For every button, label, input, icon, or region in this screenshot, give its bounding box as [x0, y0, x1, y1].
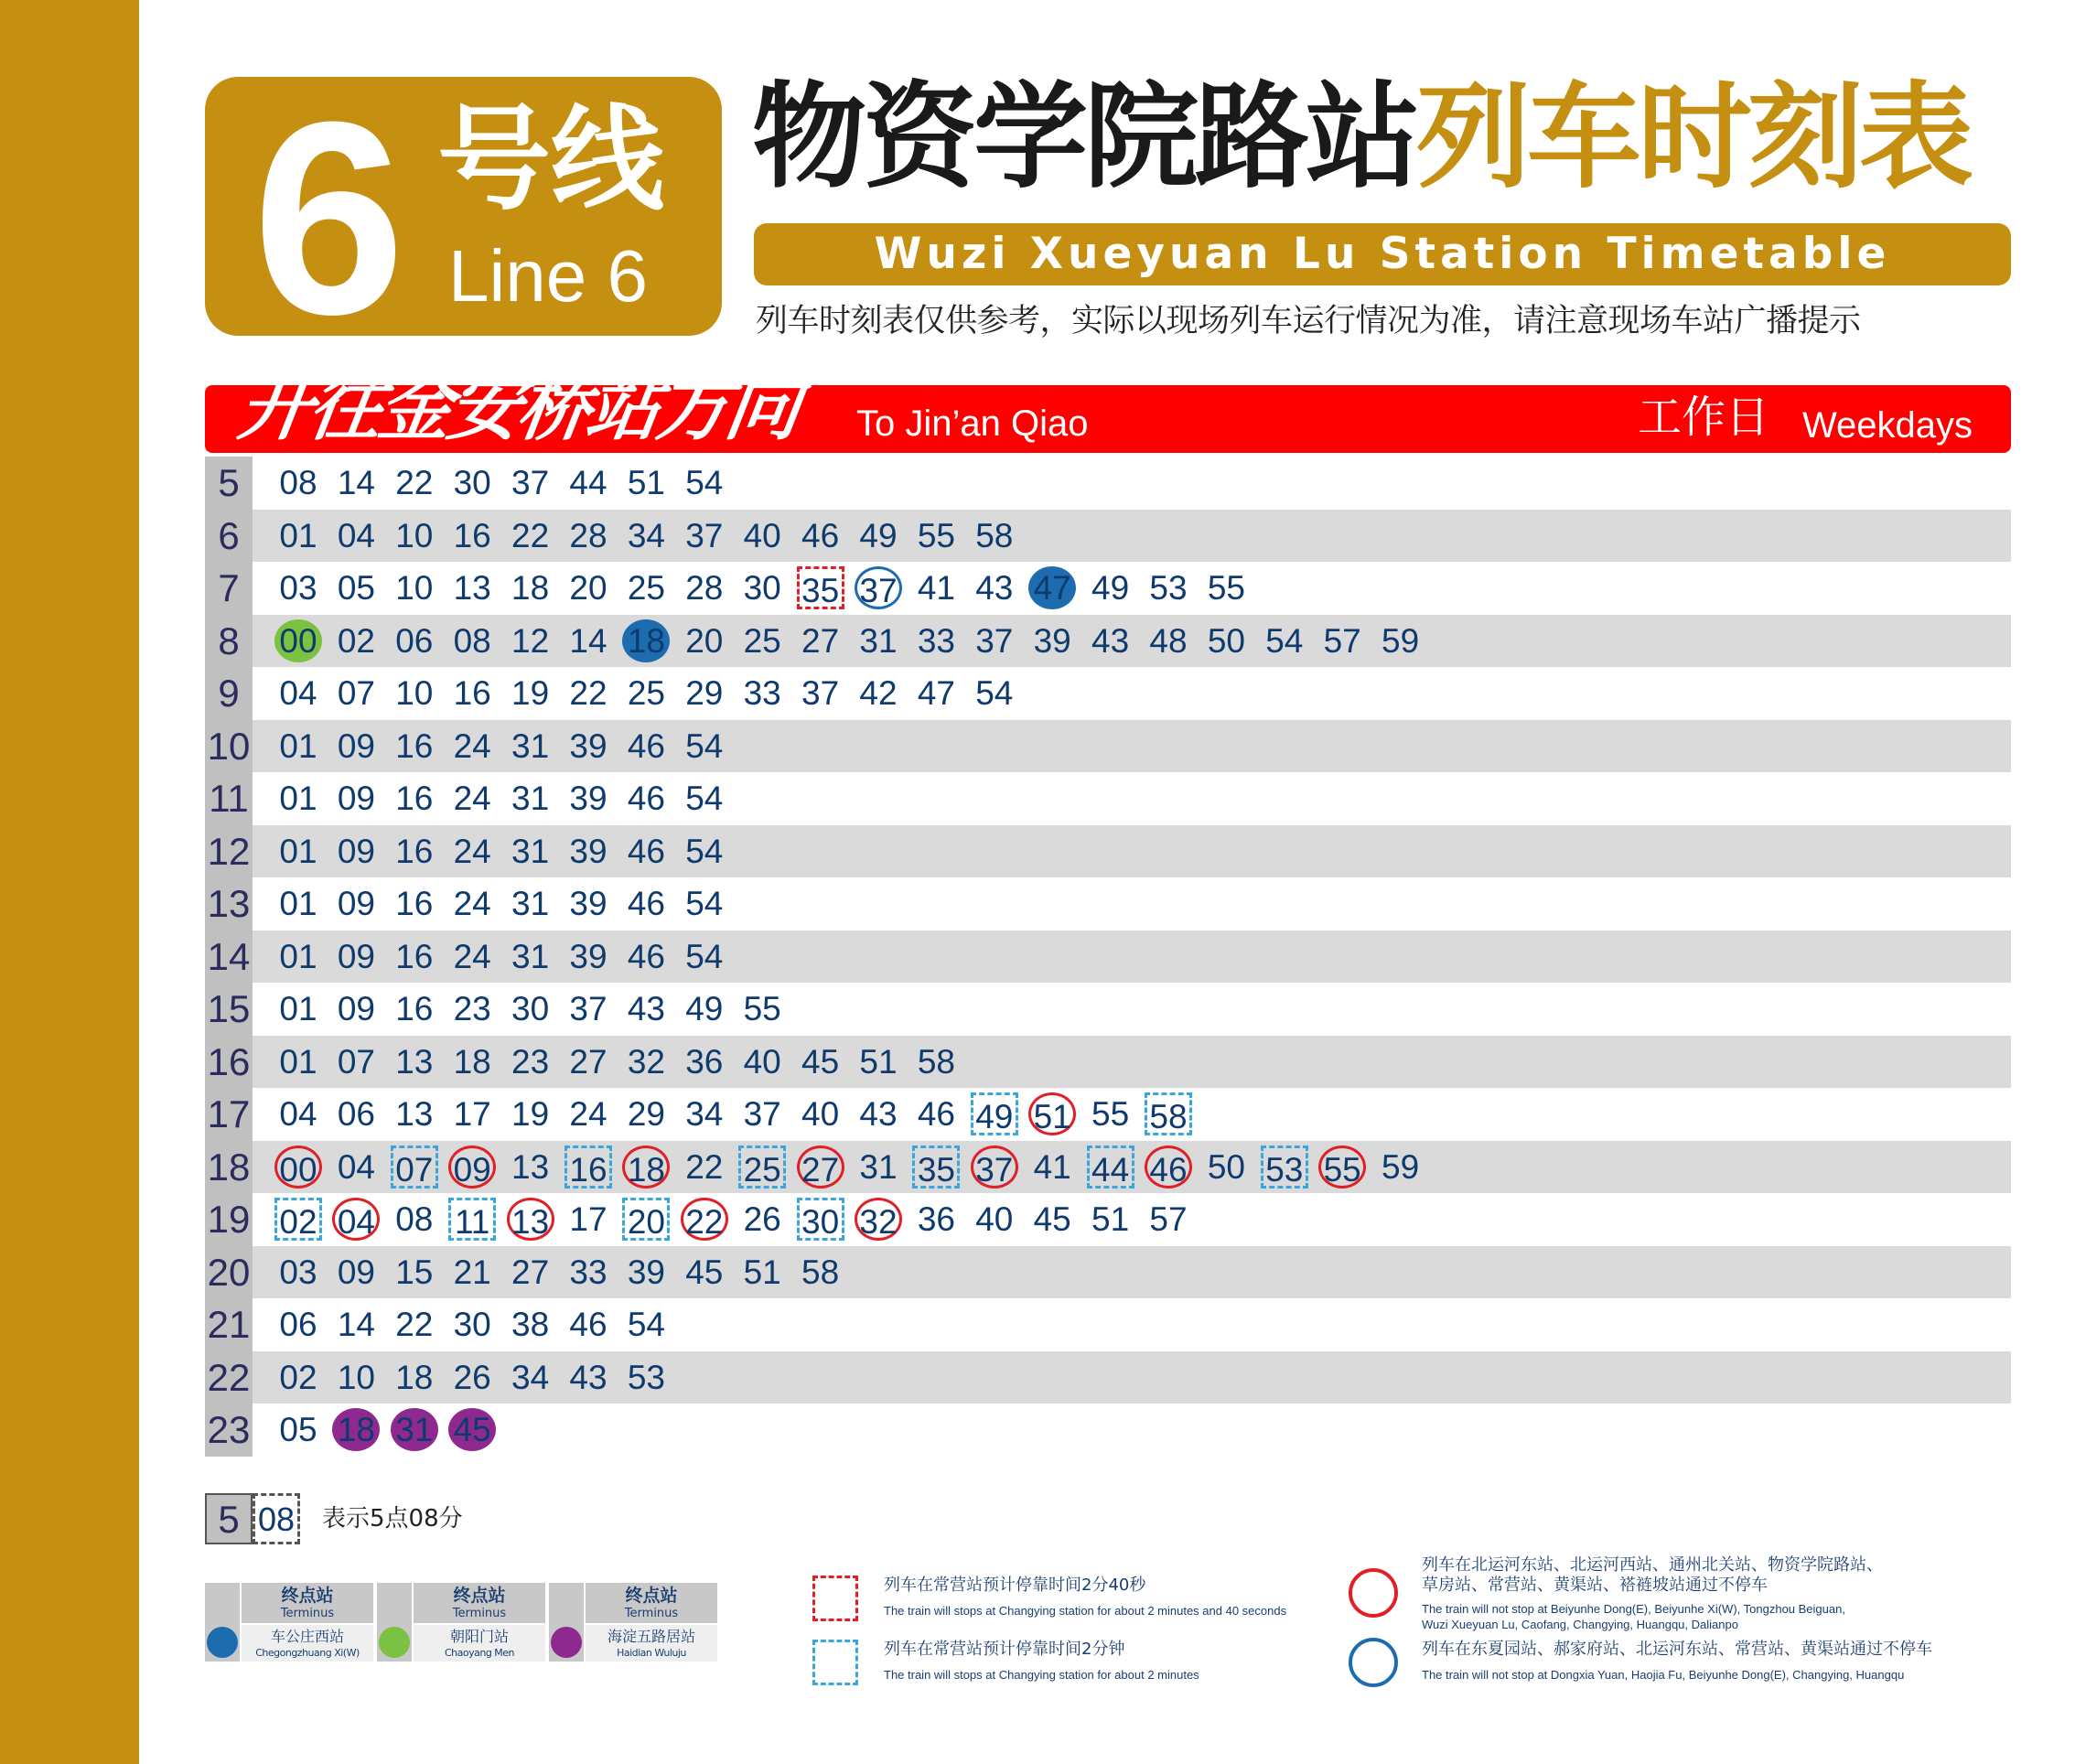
timetable-row	[205, 615, 2011, 668]
departure-minute: 46	[627, 885, 665, 922]
departure-minute: 16	[395, 726, 434, 765]
departure-minute: 13	[507, 1198, 554, 1241]
departure-minute: 07	[337, 674, 375, 712]
day-type-cn: 工作日	[1638, 392, 1770, 443]
departure-minute: 13	[453, 569, 491, 607]
departure-minute: 31	[511, 937, 550, 975]
hour-label: 23	[205, 1404, 253, 1457]
departure-minute: 45	[801, 1042, 840, 1081]
departure-minute: 53	[1261, 1146, 1308, 1189]
departure-minute: 34	[627, 516, 665, 554]
departure-minute: 05	[279, 1411, 317, 1448]
departure-minute: 18	[622, 1146, 670, 1189]
departure-minute: 20	[685, 621, 724, 660]
departure-minute: 47	[1028, 566, 1076, 609]
departure-minute: 35	[797, 566, 844, 609]
departure-minute: 40	[975, 1200, 1014, 1238]
terminus-blue-dot-icon	[207, 1627, 238, 1658]
departure-minute: 30	[743, 569, 781, 607]
departure-minute: 02	[279, 1358, 317, 1396]
legend-red-box-cn: 列车在常营站预计停靠时间2分40秒	[884, 1576, 1146, 1595]
departure-minute: 10	[395, 516, 434, 554]
departure-minute: 15	[395, 1253, 434, 1291]
departure-minute: 14	[337, 464, 375, 501]
departure-minute: 32	[627, 1042, 665, 1081]
departure-minute: 04	[332, 1198, 380, 1241]
departure-minute: 25	[743, 621, 781, 660]
departure-minute: 06	[395, 621, 434, 660]
hour-label: 17	[205, 1088, 253, 1141]
departure-minute: 16	[395, 937, 434, 975]
departure-minute: 13	[395, 1095, 434, 1133]
departure-minute: 37	[801, 674, 840, 712]
departure-minute: 31	[511, 726, 550, 765]
terminus-head: 终点站 Terminus	[586, 1583, 717, 1623]
departure-minute: 09	[337, 726, 375, 765]
departure-minute: 45	[448, 1408, 496, 1451]
timetable-row	[205, 457, 2011, 510]
departure-minute: 55	[743, 990, 781, 1027]
departure-minute: 16	[453, 516, 491, 554]
departure-minute: 33	[917, 621, 955, 660]
departure-minute: 27	[801, 621, 840, 660]
hour-label: 20	[205, 1246, 253, 1299]
departure-minute: 32	[855, 1198, 902, 1241]
departure-minute: 22	[681, 1198, 728, 1241]
departure-minute: 39	[569, 780, 607, 817]
legend-red-ring-cn-1: 列车在北运河东站、北运河西站、通州北关站、物资学院路站、	[1422, 1555, 1883, 1575]
red-ring-icon	[1349, 1568, 1398, 1618]
departure-minute: 04	[279, 674, 317, 712]
departure-minute: 38	[511, 1306, 550, 1343]
departure-minute: 57	[1323, 621, 1361, 660]
departure-minute: 01	[279, 937, 317, 975]
departure-minute: 37	[569, 990, 607, 1027]
departure-minute: 25	[738, 1146, 786, 1189]
departure-minute: 29	[685, 674, 724, 712]
departure-minute: 22	[569, 674, 607, 712]
departure-minute: 16	[395, 885, 434, 922]
departure-minute: 18	[453, 1042, 491, 1081]
departure-minute: 09	[337, 780, 375, 817]
departure-minute: 58	[975, 516, 1014, 554]
hour-label: 21	[205, 1298, 253, 1351]
hour-label: 13	[205, 877, 253, 930]
terminus-head: 终点站 Terminus	[242, 1583, 373, 1623]
departure-minute: 34	[685, 1095, 724, 1133]
departure-minute: 01	[279, 1042, 317, 1081]
departure-minute: 30	[453, 1306, 491, 1343]
departure-minute: 04	[337, 1147, 375, 1186]
departure-minute: 40	[801, 1095, 840, 1133]
terminus-station: 朝阳门站 Chaoyang Men	[414, 1625, 545, 1662]
day-type-en: Weekdays	[1802, 405, 1973, 446]
departure-minute: 26	[743, 1200, 781, 1238]
departure-minute: 51	[743, 1253, 781, 1291]
departure-minute: 51	[1028, 1092, 1076, 1135]
hour-label: 14	[205, 930, 253, 984]
departure-minute: 01	[279, 832, 317, 870]
departure-minute: 58	[1145, 1092, 1192, 1135]
station-name: 物资学院路站	[752, 71, 1416, 204]
departure-minute: 39	[1033, 621, 1071, 660]
departure-minute: 43	[627, 990, 665, 1027]
departure-minute: 04	[337, 516, 375, 554]
terminus-head: 终点站 Terminus	[414, 1583, 545, 1623]
departure-minute: 37	[975, 621, 1014, 660]
notice-text: 列车时刻表仅供参考，实际以现场列车运行情况为准，请注意现场车站广播提示	[756, 303, 1861, 339]
departure-minute: 31	[859, 621, 898, 660]
legend-red-ring-en-2: Wuzi Xueyuan Lu, Caofang, Changying, Huangqu, Dalianpo	[1422, 1618, 1738, 1631]
legend-red-ring-cn-2: 草房站、常营站、黄渠站、褡裢坡站通过不停车	[1422, 1576, 1768, 1595]
departure-minute: 59	[1382, 621, 1420, 660]
departure-minute: 19	[511, 1095, 550, 1133]
timetable-row	[205, 1088, 2011, 1141]
departure-minute: 42	[859, 674, 898, 712]
departure-minute: 33	[569, 1253, 607, 1291]
departure-minute: 18	[332, 1408, 380, 1451]
departure-minute: 31	[511, 780, 550, 817]
departure-minute: 55	[1091, 1095, 1130, 1133]
departure-minute: 08	[453, 621, 491, 660]
departure-minute: 53	[1149, 569, 1188, 607]
departure-minute: 09	[337, 885, 375, 922]
departure-minute: 26	[453, 1358, 491, 1396]
departure-minute: 22	[685, 1147, 724, 1186]
line-label-en: Line 6	[448, 235, 648, 317]
departure-minute: 44	[569, 464, 607, 501]
hour-label: 6	[205, 510, 253, 563]
direction-en: To Jin’an Qiao	[856, 403, 1089, 444]
terminus-green-dot-icon	[379, 1627, 410, 1658]
hour-label: 10	[205, 720, 253, 773]
page-title	[752, 70, 1970, 207]
legend-blue-box-en: The train will stops at Changying station for about 2 minutes	[884, 1668, 1199, 1682]
departure-minute: 21	[453, 1253, 491, 1291]
departure-minute: 54	[685, 937, 724, 975]
departure-minute: 43	[569, 1358, 607, 1396]
blue-dashed-box-icon	[812, 1640, 858, 1685]
departure-minute: 16	[395, 990, 434, 1027]
departure-minute: 20	[569, 569, 607, 607]
departure-minute: 08	[279, 464, 317, 501]
departure-minute: 46	[917, 1095, 955, 1133]
departure-minute: 24	[453, 937, 491, 975]
hour-label: 19	[205, 1193, 253, 1246]
legend-blue-ring-cn: 列车在东夏园站、郝家府站、北运河东站、常营站、黄渠站通过不停车	[1422, 1640, 1932, 1659]
timetable-row	[205, 983, 2011, 1036]
hour-label: 11	[205, 772, 253, 825]
departure-minute: 19	[511, 674, 550, 712]
legend-blue-box-cn: 列车在常营站预计停靠时间2分钟	[884, 1640, 1125, 1659]
terminus-dot-cell	[549, 1583, 584, 1662]
departure-minute: 31	[391, 1408, 438, 1451]
departure-minute: 24	[453, 780, 491, 817]
departure-minute: 31	[511, 832, 550, 870]
departure-minute: 00	[274, 619, 322, 662]
timetable-row	[205, 1036, 2011, 1089]
departure-minute: 27	[797, 1146, 844, 1189]
departure-minute: 30	[453, 464, 491, 501]
departure-minute: 06	[337, 1095, 375, 1133]
departure-minute: 54	[685, 780, 724, 817]
departure-minute: 24	[453, 832, 491, 870]
departure-minute: 30	[511, 990, 550, 1027]
departure-minute: 28	[569, 516, 607, 554]
departure-minute: 01	[279, 885, 317, 922]
departure-minute: 51	[627, 464, 665, 501]
timetable-row	[205, 510, 2011, 563]
departure-minute: 03	[279, 569, 317, 607]
departure-minute: 20	[622, 1198, 670, 1241]
departure-minute: 50	[1207, 1147, 1245, 1186]
hour-label: 16	[205, 1036, 253, 1089]
departure-minute: 58	[801, 1253, 840, 1291]
departure-minute: 46	[569, 1306, 607, 1343]
example-hour: 5	[205, 1493, 253, 1544]
departure-minute: 18	[622, 619, 670, 662]
departure-minute: 10	[337, 1358, 375, 1396]
departure-minute: 22	[395, 464, 434, 501]
departure-minute: 14	[337, 1306, 375, 1343]
departure-minute: 37	[971, 1146, 1018, 1189]
direction-cn: 开往金安桥站方向	[233, 365, 802, 450]
departure-minute: 09	[337, 1253, 375, 1291]
departure-minute: 01	[279, 780, 317, 817]
timetable-row	[205, 1351, 2011, 1404]
departure-minute: 35	[912, 1146, 960, 1189]
terminus-dot-cell	[205, 1583, 240, 1662]
timetable-label: 列车时刻表	[1416, 71, 1970, 204]
departure-minute: 46	[627, 832, 665, 870]
departure-minute: 54	[685, 885, 724, 922]
departure-minute: 57	[1149, 1200, 1188, 1238]
line-label-cn: 号线	[437, 94, 665, 226]
departure-minute: 18	[395, 1358, 434, 1396]
departure-minute: 03	[279, 1253, 317, 1291]
departure-minute: 54	[975, 674, 1014, 712]
legend-blue-ring-en: The train will not stop at Dongxia Yuan, Haojia Fu, Beiyunhe Dong(E), Changying, Huangqu	[1422, 1668, 1905, 1682]
departure-minute: 34	[511, 1358, 550, 1396]
departure-minute: 14	[569, 621, 607, 660]
departure-minute: 24	[453, 726, 491, 765]
departure-minute: 23	[453, 990, 491, 1027]
timetable-grid	[205, 457, 2011, 1457]
departure-minute: 49	[685, 990, 724, 1027]
departure-minute: 40	[743, 1042, 781, 1081]
departure-minute: 40	[743, 516, 781, 554]
departure-minute: 37	[685, 516, 724, 554]
hour-label: 7	[205, 562, 253, 615]
departure-minute: 12	[511, 621, 550, 660]
timetable-row	[205, 1298, 2011, 1351]
departure-minute: 09	[337, 832, 375, 870]
departure-minute: 16	[453, 674, 491, 712]
departure-minute: 17	[569, 1200, 607, 1238]
departure-minute: 51	[1091, 1200, 1130, 1238]
hour-label: 22	[205, 1351, 253, 1404]
departure-minute: 06	[279, 1306, 317, 1343]
blue-ring-icon	[1349, 1638, 1398, 1687]
departure-minute: 39	[569, 726, 607, 765]
departure-minute: 43	[1091, 621, 1130, 660]
departure-minute: 45	[685, 1253, 724, 1291]
departure-minute: 50	[1207, 621, 1245, 660]
departure-minute: 22	[395, 1306, 434, 1343]
legend-red-ring-en-1: The train will not stop at Beiyunhe Dong(E), Beiyunhe Xi(W), Tongzhou Beiguan,	[1422, 1602, 1845, 1616]
timetable-row	[205, 667, 2011, 720]
departure-minute: 39	[569, 937, 607, 975]
departure-minute: 07	[337, 1042, 375, 1081]
departure-minute: 44	[1087, 1146, 1134, 1189]
legend-red-box-en: The train will stops at Changying station for about 2 minutes and 40 seconds	[884, 1604, 1287, 1618]
terminus-purple-dot-icon	[551, 1627, 582, 1658]
departure-minute: 05	[337, 569, 375, 607]
departure-minute: 22	[511, 516, 550, 554]
departure-minute: 28	[685, 569, 724, 607]
departure-minute: 17	[453, 1095, 491, 1133]
departure-minute: 55	[1318, 1146, 1366, 1189]
departure-minute: 25	[627, 674, 665, 712]
departure-minute: 09	[337, 990, 375, 1027]
timetable-row	[205, 562, 2011, 615]
departure-minute: 18	[511, 569, 550, 607]
example-text: 表示5点08分	[322, 1505, 463, 1533]
timetable-row	[205, 720, 2011, 773]
timetable-row	[205, 1404, 2011, 1457]
departure-minute: 01	[279, 990, 317, 1027]
departure-minute: 27	[511, 1253, 550, 1291]
departure-minute: 29	[627, 1095, 665, 1133]
departure-minute: 36	[917, 1200, 955, 1238]
example-minute: 08	[253, 1493, 300, 1544]
departure-minute: 30	[797, 1198, 844, 1241]
departure-minute: 09	[337, 937, 375, 975]
timetable-row	[205, 1193, 2011, 1246]
terminus-dot-cell	[377, 1583, 412, 1662]
departure-minute: 59	[1382, 1147, 1420, 1186]
departure-minute: 58	[917, 1042, 955, 1081]
timetable-row	[205, 772, 2011, 825]
timetable-row	[205, 1141, 2011, 1194]
departure-minute: 47	[917, 674, 955, 712]
departure-minute: 39	[627, 1253, 665, 1291]
departure-minute: 55	[1207, 569, 1245, 607]
departure-minute: 54	[685, 726, 724, 765]
red-dashed-box-icon	[812, 1576, 858, 1621]
departure-minute: 49	[971, 1092, 1018, 1135]
timetable-row	[205, 930, 2011, 984]
timetable-row	[205, 825, 2011, 878]
departure-minute: 37	[511, 464, 550, 501]
title-en: Wuzi Xueyuan Lu Station Timetable	[754, 223, 2011, 285]
departure-minute: 07	[391, 1146, 438, 1189]
departure-minute: 46	[1145, 1146, 1192, 1189]
departure-minute: 04	[279, 1095, 317, 1133]
departure-minute: 16	[395, 832, 434, 870]
departure-minute: 36	[685, 1042, 724, 1081]
hour-label: 5	[205, 457, 253, 510]
departure-minute: 11	[448, 1198, 496, 1241]
departure-minute: 33	[743, 674, 781, 712]
departure-minute: 08	[395, 1200, 434, 1238]
departure-minute: 39	[569, 885, 607, 922]
departure-minute: 27	[569, 1042, 607, 1081]
departure-minute: 41	[917, 569, 955, 607]
departure-minute: 54	[627, 1306, 665, 1343]
departure-minute: 41	[1033, 1147, 1071, 1186]
departure-minute: 13	[395, 1042, 434, 1081]
departure-minute: 31	[511, 885, 550, 922]
departure-minute: 45	[1033, 1200, 1071, 1238]
departure-minute: 46	[801, 516, 840, 554]
departure-minute: 37	[855, 566, 902, 609]
departure-minute: 10	[395, 674, 434, 712]
departure-minute: 51	[859, 1042, 898, 1081]
departure-minute: 46	[627, 937, 665, 975]
departure-minute: 01	[279, 516, 317, 554]
departure-minute: 46	[627, 780, 665, 817]
departure-minute: 00	[274, 1146, 322, 1189]
hour-label: 9	[205, 667, 253, 720]
departure-minute: 37	[743, 1095, 781, 1133]
departure-minute: 02	[274, 1198, 322, 1241]
departure-minute: 48	[1149, 621, 1188, 660]
departure-minute: 53	[627, 1358, 665, 1396]
departure-minute: 23	[511, 1042, 550, 1081]
departure-minute: 09	[448, 1146, 496, 1189]
departure-minute: 54	[1265, 621, 1304, 660]
timetable-row	[205, 877, 2011, 930]
departure-minute: 24	[453, 885, 491, 922]
terminus-legend	[205, 1583, 717, 1662]
departure-minute: 54	[685, 832, 724, 870]
terminus-station: 海淀五路居站 Haidian Wuluju	[586, 1625, 717, 1662]
hour-label: 12	[205, 825, 253, 878]
departure-minute: 24	[569, 1095, 607, 1133]
line-number: 6	[253, 64, 405, 371]
departure-minute: 43	[975, 569, 1014, 607]
departure-minute: 31	[859, 1147, 898, 1186]
departure-minute: 13	[511, 1147, 550, 1186]
departure-minute: 01	[279, 726, 317, 765]
terminus-station: 车公庄西站 Chegongzhuang Xi(W)	[242, 1625, 373, 1662]
departure-minute: 16	[564, 1146, 612, 1189]
timetable-row	[205, 1246, 2011, 1299]
departure-minute: 10	[395, 569, 434, 607]
departure-minute: 39	[569, 832, 607, 870]
departure-minute: 16	[395, 780, 434, 817]
departure-minute: 25	[627, 569, 665, 607]
departure-minute: 55	[917, 516, 955, 554]
hour-label: 18	[205, 1141, 253, 1194]
left-gold-stripe	[0, 0, 139, 1764]
departure-minute: 02	[337, 621, 375, 660]
hour-label: 15	[205, 983, 253, 1036]
departure-minute: 54	[685, 464, 724, 501]
departure-minute: 46	[627, 726, 665, 765]
hour-label: 8	[205, 615, 253, 668]
departure-minute: 49	[859, 516, 898, 554]
departure-minute: 43	[859, 1095, 898, 1133]
departure-minute: 49	[1091, 569, 1130, 607]
